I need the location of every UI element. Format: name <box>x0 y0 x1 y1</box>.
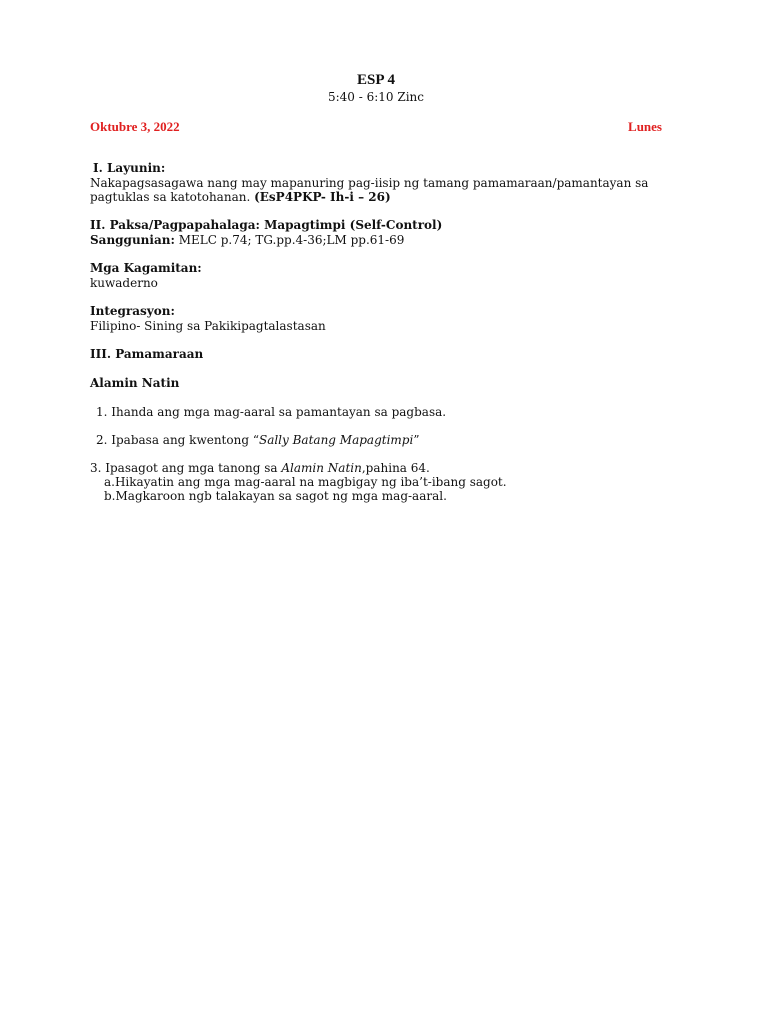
layunin-line-2 <box>90 190 662 204</box>
alamin-list <box>90 405 662 503</box>
alamin-heading: Alamin Natin <box>90 376 180 390</box>
integrasyon-value: Filipino- Sining sa Pakikipagtalastasan <box>90 319 326 333</box>
layunin-line-1: Nakapagsasagawa nang may mapanuring pag-iisip ng tamang pamamaraan/pamantayan sa <box>90 176 649 190</box>
item3-italic: Alamin Natin <box>281 461 362 475</box>
item2-prefix: 2. Ipabasa ang kwentong “ <box>96 433 259 447</box>
sanggunian-label: Sanggunian: <box>90 233 175 247</box>
section-kagamitan <box>90 261 662 290</box>
layunin-code: (EsP4PKP- Ih-i – 26) <box>254 190 391 204</box>
list-item <box>90 461 662 475</box>
list-item <box>90 433 662 447</box>
lesson-plan-page <box>90 72 662 503</box>
integrasyon-heading: Integrasyon: <box>90 304 175 318</box>
lesson-date: Oktubre 3, 2022 <box>90 119 180 134</box>
kagamitan-heading: Mga Kagamitan: <box>90 261 202 275</box>
layunin-heading: I. Layunin: <box>93 161 166 175</box>
sub-item-b: b.Magkaroon ngb talakayan sa sagot ng mga mag-aaral. <box>104 489 447 503</box>
sanggunian-line <box>90 233 662 247</box>
item2-suffix: ” <box>413 433 420 447</box>
story-title: Sally Batang Mapagtimpi <box>258 433 414 447</box>
section-alamin <box>90 376 662 503</box>
section-pamamaraan <box>90 347 662 362</box>
sanggunian-value: MELC p.74; TG.pp.4-36;LM pp.61-69 <box>178 233 405 247</box>
section-layunin <box>90 161 662 204</box>
kagamitan-value: kuwaderno <box>90 276 158 290</box>
list-item: 1. Ihanda ang mga mag-aaral sa pamantayan sa pagbasa. <box>96 405 447 419</box>
section-integrasyon <box>90 304 662 333</box>
layunin-line-2-text: pagtuklas sa katotohanan. <box>90 190 251 204</box>
section-paksa <box>90 218 662 247</box>
date-row <box>90 119 662 135</box>
page-title: ESP 4 <box>357 72 395 88</box>
pamamaraan-heading: III. Pamamaraan <box>90 347 204 361</box>
lesson-day: Lunes <box>628 119 662 134</box>
item3-suffix: ,pahina 64. <box>361 461 430 475</box>
item3-prefix: 3. Ipasagot ang mga tanong sa <box>90 461 282 475</box>
paksa-heading: II. Paksa/Pagpapahalaga: Mapagtimpi (Self-Control) <box>90 218 443 232</box>
sub-item-a: a.Hikayatin ang mga mag-aaral na magbigay ng iba’t-ibang sagot. <box>104 475 507 489</box>
page-subtitle: 5:40 - 6:10 Zinc <box>327 90 425 104</box>
